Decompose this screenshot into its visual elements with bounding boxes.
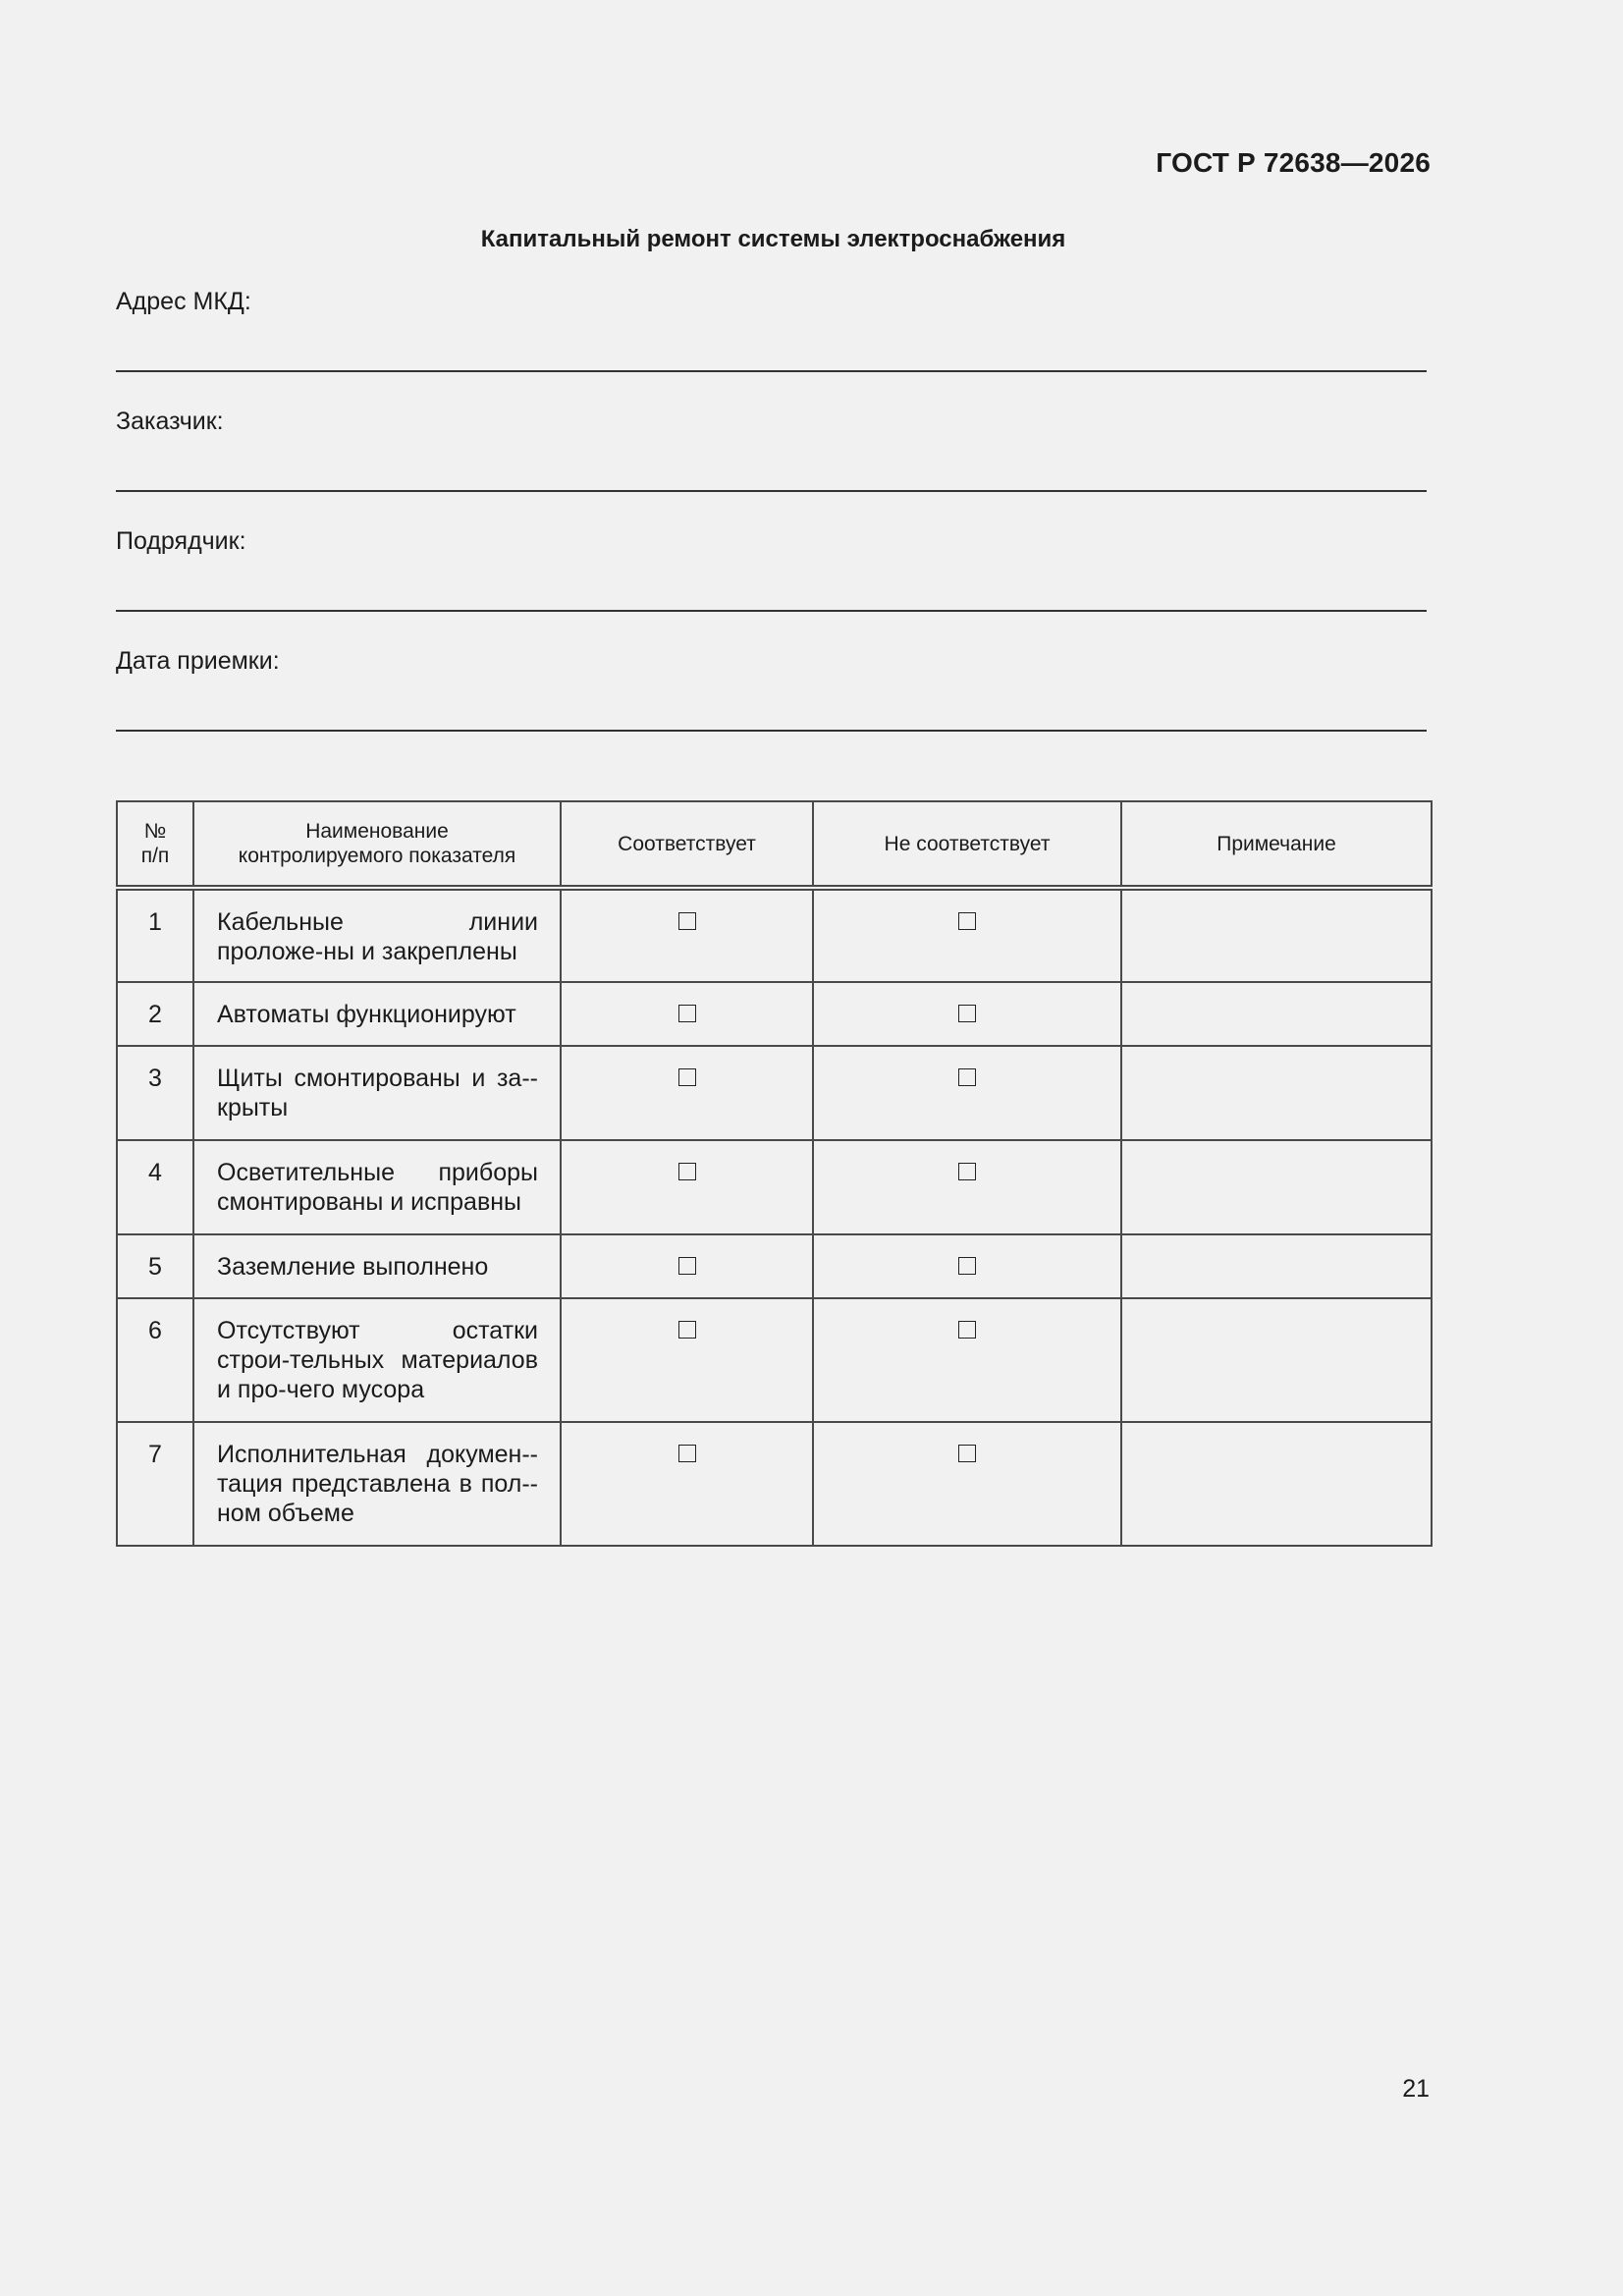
not-complies-checkbox[interactable] — [958, 1005, 976, 1022]
row-number: 2 — [117, 982, 193, 1046]
complies-checkbox[interactable] — [678, 1005, 696, 1022]
customer-field[interactable] — [116, 407, 1427, 436]
form-title: Капитальный ремонт системы электроснабжения — [480, 226, 1066, 252]
not-complies-checkbox[interactable] — [958, 1321, 976, 1339]
note-cell[interactable] — [1121, 1422, 1432, 1546]
not-complies-checkbox[interactable] — [958, 1445, 976, 1462]
complies-cell — [561, 982, 813, 1046]
complies-checkbox[interactable] — [678, 912, 696, 930]
complies-cell — [561, 1298, 813, 1422]
table-body — [117, 888, 1432, 1546]
table-row — [117, 1234, 1432, 1298]
header-note: Примечание — [1121, 801, 1432, 888]
complies-checkbox[interactable] — [678, 1257, 696, 1275]
indicator-name: Кабельные линии проложе-ны и закреплены — [193, 888, 561, 982]
indicator-name: Заземление выполнено — [193, 1234, 561, 1298]
indicator-name: Щиты смонтированы и за-крыты — [193, 1046, 561, 1140]
customer-label: Заказчик: — [116, 408, 224, 435]
row-number: 4 — [117, 1140, 193, 1234]
note-cell[interactable] — [1121, 1046, 1432, 1140]
header-num-label: № п/п — [140, 820, 170, 867]
complies-cell — [561, 1140, 813, 1234]
contractor-label: Подрядчик: — [116, 527, 246, 555]
contractor-field[interactable] — [116, 526, 1427, 556]
row-number: 3 — [117, 1046, 193, 1140]
table-row — [117, 1422, 1432, 1546]
row-number: 5 — [117, 1234, 193, 1298]
not-complies-checkbox[interactable] — [958, 1068, 976, 1086]
not-complies-checkbox[interactable] — [958, 1163, 976, 1180]
acceptance-date-label: Дата приемки: — [116, 647, 280, 675]
header-num — [117, 801, 193, 888]
row-number: 6 — [117, 1298, 193, 1422]
header-name — [193, 801, 561, 888]
complies-cell — [561, 888, 813, 982]
complies-checkbox[interactable] — [678, 1068, 696, 1086]
complies-cell — [561, 1422, 813, 1546]
indicator-name: Отсутствуют остатки строи-тельных материалов и про-чего мусора — [193, 1298, 561, 1422]
header-complies: Соответствует — [561, 801, 813, 888]
address-field[interactable] — [116, 287, 1427, 316]
page-number: 21 — [1402, 2075, 1430, 2103]
indicator-name: Автоматы функционируют — [193, 982, 561, 1046]
acceptance-date-underline — [116, 730, 1427, 732]
not-complies-cell — [813, 1298, 1121, 1422]
document-code: ГОСТ Р 72638—2026 — [1156, 147, 1431, 178]
inspection-table — [116, 800, 1433, 1547]
contractor-underline — [116, 610, 1427, 612]
complies-cell — [561, 1234, 813, 1298]
note-cell[interactable] — [1121, 1298, 1432, 1422]
indicator-name: Исполнительная докумен-тация представлена в пол-ном объеме — [193, 1422, 561, 1546]
table-header-row — [117, 801, 1432, 888]
table-row — [117, 1140, 1432, 1234]
note-cell[interactable] — [1121, 1234, 1432, 1298]
not-complies-cell — [813, 888, 1121, 982]
header-not-complies: Не соответствует — [813, 801, 1121, 888]
note-cell[interactable] — [1121, 888, 1432, 982]
not-complies-checkbox[interactable] — [958, 1257, 976, 1275]
table-row — [117, 1298, 1432, 1422]
header-name-label: Наименование контролируемого показателя — [238, 820, 516, 867]
customer-underline — [116, 490, 1427, 492]
complies-cell — [561, 1046, 813, 1140]
not-complies-cell — [813, 1046, 1121, 1140]
note-cell[interactable] — [1121, 1140, 1432, 1234]
complies-checkbox[interactable] — [678, 1321, 696, 1339]
indicator-name: Осветительные приборы смонтированы и исправны — [193, 1140, 561, 1234]
address-label: Адрес МКД: — [116, 288, 251, 315]
note-cell[interactable] — [1121, 982, 1432, 1046]
not-complies-checkbox[interactable] — [958, 912, 976, 930]
not-complies-cell — [813, 1140, 1121, 1234]
complies-checkbox[interactable] — [678, 1163, 696, 1180]
table-row — [117, 888, 1432, 982]
acceptance-date-field[interactable] — [116, 646, 1427, 676]
address-underline — [116, 370, 1427, 372]
table-row — [117, 982, 1432, 1046]
row-number: 7 — [117, 1422, 193, 1546]
not-complies-cell — [813, 982, 1121, 1046]
not-complies-cell — [813, 1234, 1121, 1298]
table-row — [117, 1046, 1432, 1140]
complies-checkbox[interactable] — [678, 1445, 696, 1462]
not-complies-cell — [813, 1422, 1121, 1546]
row-number: 1 — [117, 888, 193, 982]
